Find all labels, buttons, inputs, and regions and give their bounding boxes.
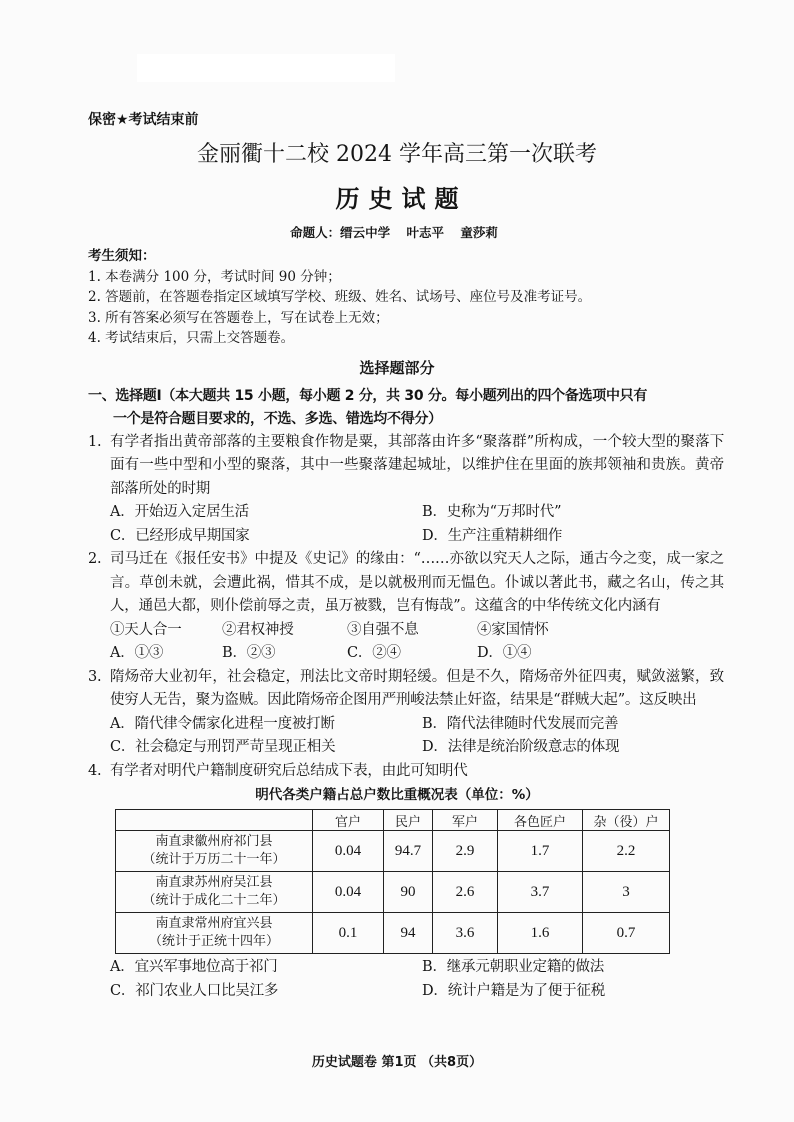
question-4-options — [88, 956, 724, 1003]
exam-title: 金丽衢十二校 2024 学年高三第一次联考 — [197, 142, 597, 167]
statement-4: ④家国情怀 — [477, 621, 549, 638]
cell-value: 0.04 — [313, 872, 384, 913]
author-name: 童莎莉 — [460, 225, 498, 240]
notice-item: 1. 本卷满分 100 分，考试时间 90 分钟； — [88, 268, 341, 285]
option-list — [88, 501, 724, 548]
question-number: 3. — [88, 668, 102, 685]
statement-3: ③自强不息 — [347, 621, 419, 638]
census-date: （统计于正统十四年） — [148, 934, 279, 949]
option-list — [88, 642, 724, 666]
option-list — [88, 713, 724, 760]
notice-heading: 考生须知： — [88, 248, 156, 264]
county-name: 南直隶常州府宜兴县 — [155, 916, 273, 931]
census-date: （统计于成化二十二年） — [142, 893, 286, 908]
option-b: B．史称为“万邦时代” — [422, 504, 562, 520]
blank-scan-area — [137, 54, 395, 82]
table-row — [116, 831, 670, 872]
cell-value: 3.6 — [433, 913, 498, 954]
column-header — [116, 810, 313, 831]
option-list — [88, 956, 724, 1003]
cell-value: 90 — [384, 872, 433, 913]
option-d: D．法律是统治阶级意志的体现 — [422, 739, 620, 755]
statement-1: ①天人合一 — [110, 621, 182, 638]
row-label — [116, 872, 313, 913]
page-footer: 历史试题卷 第1页 （共8页） — [311, 1055, 483, 1070]
question-number: 2. — [88, 551, 102, 567]
part-heading-line: 一、选择题Ⅰ（本大题共 15 小题，每小题 2 分，共 30 分。每小题列出的四个备选项中只有 — [88, 387, 648, 404]
exam-notice — [88, 246, 724, 349]
option-a: A．开始迈入定居生活 — [110, 504, 249, 520]
option-a: A．①③ — [110, 645, 164, 661]
question-number: 4. — [88, 762, 102, 779]
statement-2: ②君权神授 — [222, 621, 294, 638]
table-row — [116, 913, 670, 954]
option-d: D．统计户籍是为了便于征税 — [422, 982, 606, 999]
county-name: 南直隶徽州府祁门县 — [155, 834, 273, 849]
option-c: C．祁门农业人口比吴江多 — [110, 982, 279, 999]
option-d: D．生产注重精耕细作 — [422, 527, 563, 544]
cell-value: 1.6 — [498, 913, 583, 954]
column-header: 民户 — [384, 810, 433, 831]
exam-page — [88, 110, 724, 1003]
notice-item: 4. 考试结束后，只需上交答题卷。 — [88, 330, 295, 346]
table-caption: 明代各类户籍占总户数比重概况表（单位：%） — [255, 787, 539, 803]
column-header: 军户 — [433, 810, 498, 831]
cell-value: 3.7 — [498, 872, 583, 913]
question-2 — [88, 548, 724, 666]
option-d: D．①④ — [477, 645, 532, 661]
question-1 — [88, 431, 724, 549]
question-3 — [88, 666, 724, 760]
question-stem: 有学者指出黄帝部落的主要粮食作物是粟，其部落由许多“聚落群”所构成，一个较大型的聚落下面有一些中型和小型的聚落，其中一些聚落建起城址，以维护住在里面的族邦领袖和贵族。黄帝部落所处的时期 — [110, 433, 724, 497]
option-c: C．社会稳定与刑罚严苛呈现正相关 — [110, 739, 336, 755]
table-header-row — [116, 810, 670, 831]
column-header: 杂（役）户 — [583, 810, 670, 831]
question-stem: 司马迁在《报任安书》中提及《史记》的缘由：“……亦欲以究天人之际，通古今之变，成一家之言。草创未就，会遭此祸，惜其不成，是以就极刑而无愠色。仆诚以著此书，藏之名山，传之其人，通邑大都，则仆偿前辱之责，虽万被戮，岂有悔哉”。这蕴含的中华传统文化内涵有 — [110, 551, 724, 614]
option-b: B．隋代法律随时代发展而完善 — [422, 715, 619, 732]
cell-value: 3 — [583, 872, 670, 913]
option-c: C．已经形成早期国家 — [110, 527, 250, 544]
option-b: B．继承元朝职业定籍的做法 — [422, 959, 605, 975]
statement-list — [88, 619, 724, 643]
table-row — [116, 872, 670, 913]
cell-value: 2.6 — [433, 872, 498, 913]
part-heading-line: 一个是符合题目要求的，不选、多选、错选均不得分） — [113, 410, 442, 427]
census-table — [115, 809, 670, 954]
authors-line — [0, 224, 794, 242]
author-school: 缙云中学 — [340, 225, 391, 240]
cell-value: 2.9 — [433, 831, 498, 872]
cell-value: 0.7 — [583, 913, 670, 954]
question-stem: 有学者对明代户籍制度研究后总结成下表，由此可知明代 — [110, 762, 468, 779]
cell-value: 0.1 — [313, 913, 384, 954]
section-title: 选择题部分 — [359, 358, 435, 377]
question-4 — [88, 760, 724, 784]
question-stem: 隋炀帝大业初年，社会稳定，刑法比文帝时期轻缓。但是不久，隋炀帝外征四夷，赋敛滋繁，致使穷人无告，聚为盗贼。因此隋炀帝企图用严刑峻法禁止奸盗，结果是“群贼大起”。这反映出 — [110, 668, 724, 708]
county-name: 南直隶苏州府吴江县 — [155, 875, 273, 890]
column-header: 各色匠户 — [498, 810, 583, 831]
cell-value: 94 — [384, 913, 433, 954]
row-label — [116, 831, 313, 872]
subject-title: 历史试题 — [335, 185, 468, 213]
census-date: （统计于万历二十一年） — [142, 852, 286, 867]
row-label — [116, 913, 313, 954]
notice-item: 2. 答题前，在答题卷指定区域填写学校、班级、姓名、试场号、座位号及准考证号。 — [88, 289, 592, 305]
cell-value: 1.7 — [498, 831, 583, 872]
authors-label: 命题人： — [290, 225, 341, 240]
part-heading — [88, 385, 724, 431]
census-table-wrap — [115, 809, 669, 954]
confidential-label: 保密★考试结束前 — [88, 112, 199, 128]
notice-item: 3. 所有答案必须写在答题卷上，写在试卷上无效； — [88, 309, 389, 326]
option-c: C．②④ — [347, 645, 401, 661]
author-name: 叶志平 — [406, 225, 445, 240]
option-a: A．隋代律令儒家化进程一度被打断 — [110, 715, 335, 732]
option-a: A．宜兴军事地位高于祁门 — [110, 959, 278, 975]
question-number: 1. — [88, 433, 102, 450]
option-b: B．②③ — [222, 645, 276, 661]
column-header: 官户 — [313, 810, 384, 831]
cell-value: 94.7 — [384, 831, 433, 872]
cell-value: 2.2 — [583, 831, 670, 872]
cell-value: 0.04 — [313, 831, 384, 872]
